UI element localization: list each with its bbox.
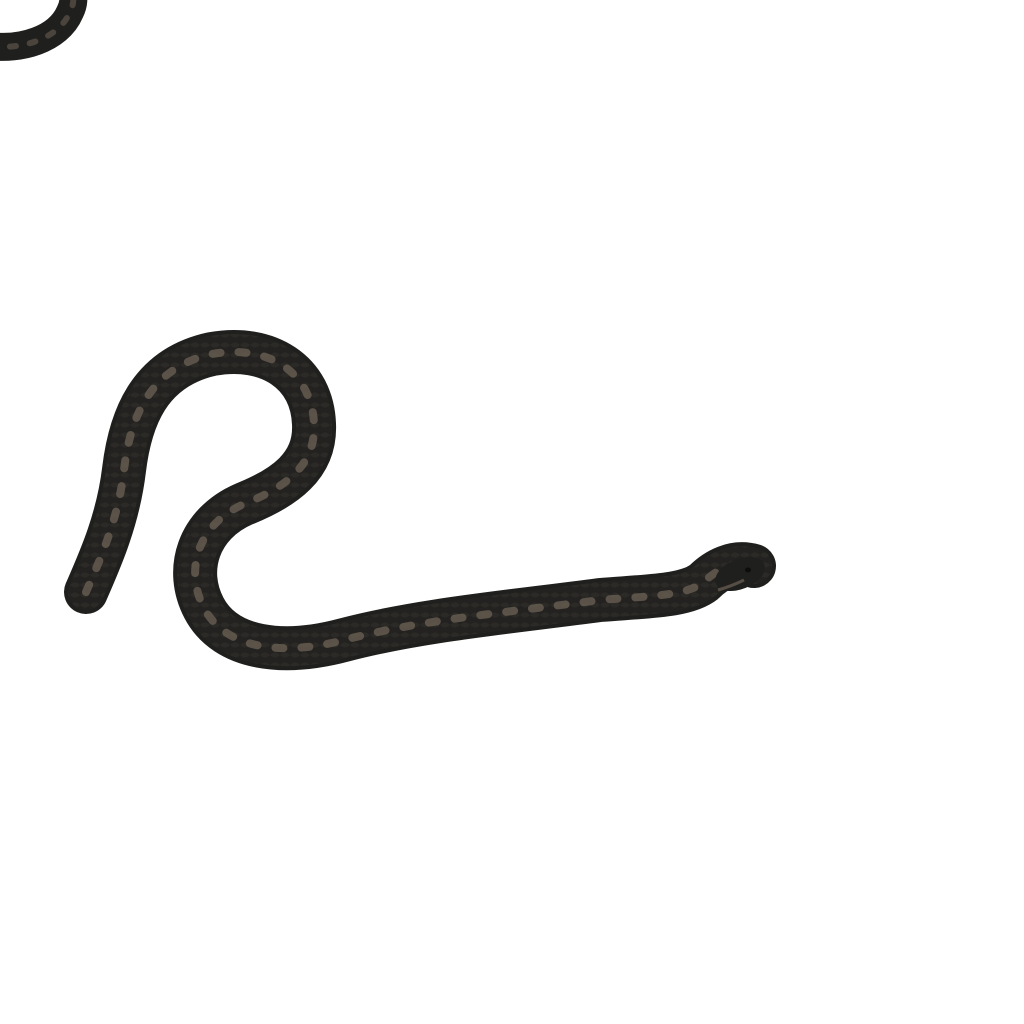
partial-snake-body [0, 0, 73, 47]
main-snake [80, 352, 770, 648]
snake-eye [745, 568, 751, 573]
